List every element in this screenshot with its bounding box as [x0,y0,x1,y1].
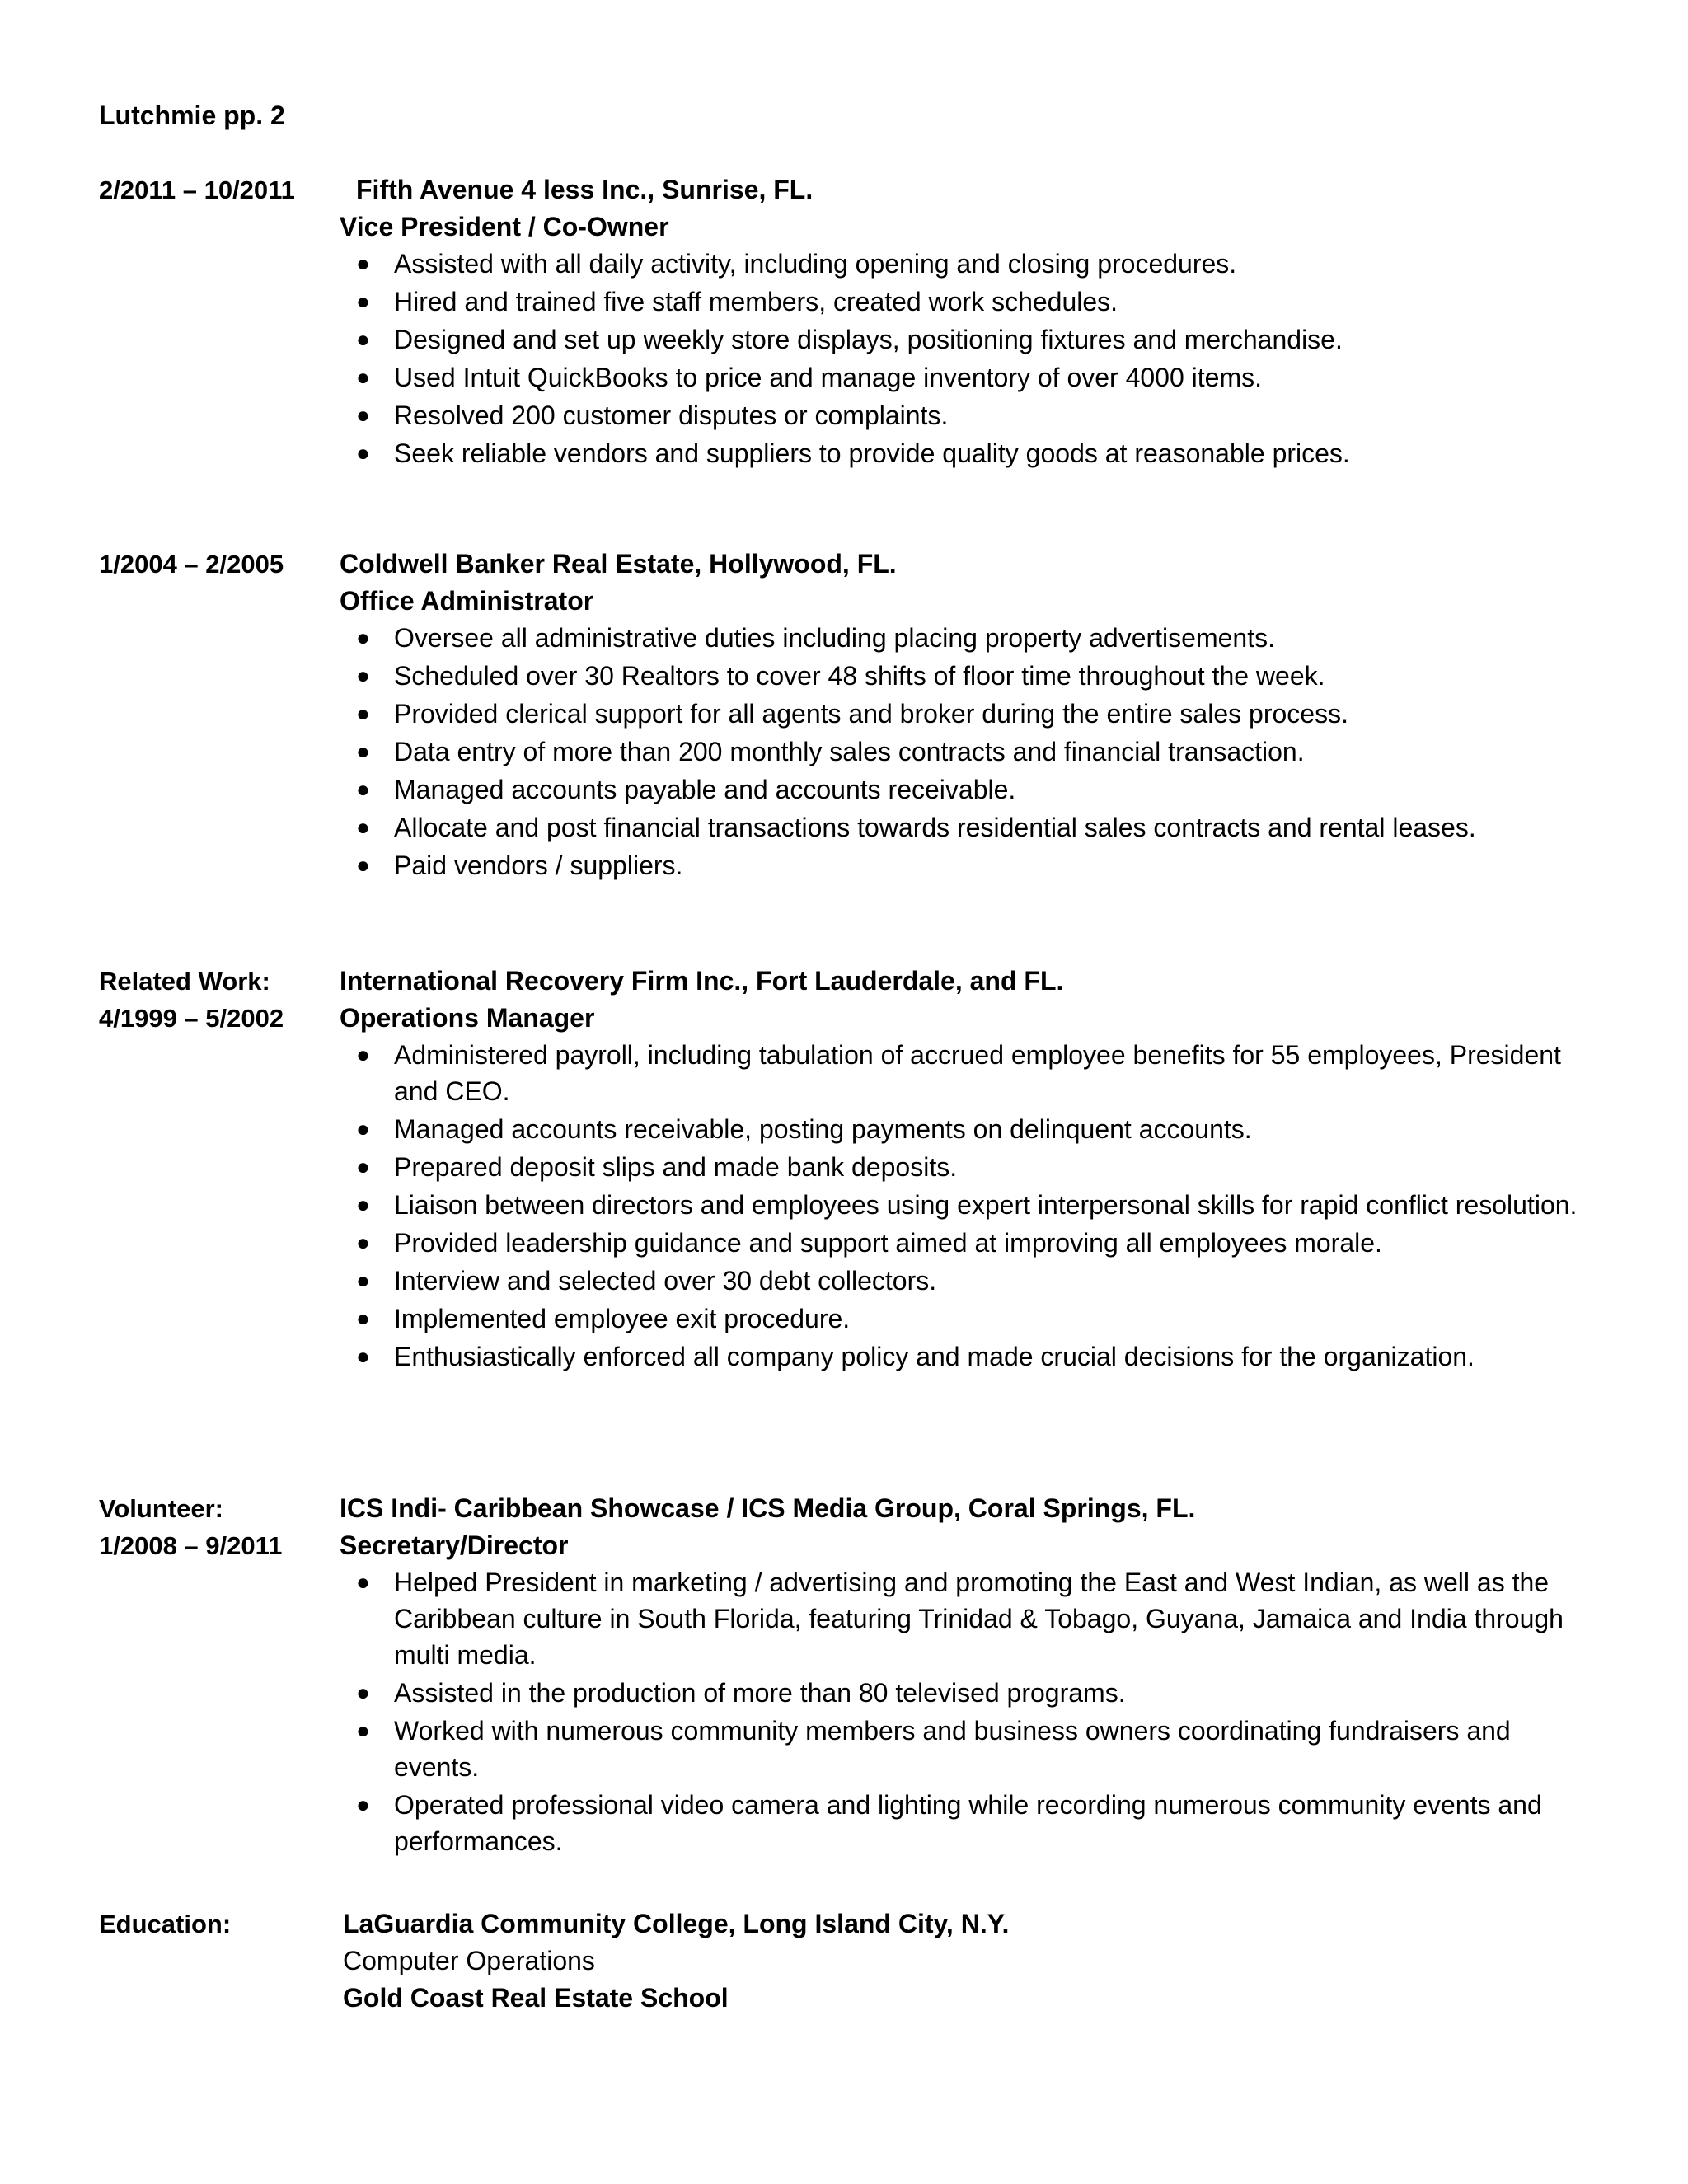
school-name: Gold Coast Real Estate School [343,1983,729,2013]
job-date-range [99,171,338,209]
list-item: ● Interview and selected over 30 debt collectors. [356,1266,937,1296]
list-item: ● Provided leadership guidance and support aimed at improving all employees morale. [356,1228,1382,1258]
label-line: 1/2008 – 9/2011 [99,1531,283,1560]
job-details-body [340,209,1592,473]
page-header: Lutchmie pp. 2 [99,101,285,130]
job-role: Vice President / Co-Owner [340,212,669,241]
employer-name: Coldwell Banker Real Estate, Hollywood, FL. [340,549,897,579]
job-role: Secretary/Director [340,1530,569,1560]
list-item: ● Managed accounts receivable, posting payments on delinquent accounts. [356,1114,1252,1144]
list-item: ● Liaison between directors and employees using expert interpersonal skills for rapid conflict resolution. [356,1190,1578,1220]
list-item: ● Prepared deposit slips and made bank deposits. [356,1152,958,1182]
employer-name: Fifth Avenue 4 less Inc., Sunrise, FL. [356,175,814,204]
job-role: Office Administrator [340,586,594,616]
list-item: ● Administered payroll, including tabulation of accrued employee benefits for 55 employees, President and CEO. [356,1040,1561,1106]
list-item: ● Operated professional video camera and lighting while recording numerous community events and performances. [356,1790,1542,1856]
label-line: Related Work: [99,967,270,996]
job-role: Operations Manager [340,1003,595,1033]
list-item: ● Helped President in marketing / advertising and promoting the East and West Indian, as well as the Caribbean culture in South Florida, featuring Trinidad & Tobago, Guyana, Jamaica and India through multi media. [356,1568,1564,1670]
job-date-range [99,1490,338,1564]
list-item: ● Oversee all administrative duties including placing property advertisements. [356,623,1275,653]
label-line: 4/1999 – 5/2002 [99,1004,284,1033]
job-details [356,171,1609,209]
list-item: ● Worked with numerous community members and business owners coordinating fundraisers and events. [356,1716,1511,1782]
job-details [340,1490,1592,1861]
list-item: ● Implemented employee exit procedure. [356,1304,851,1333]
label-line: 2/2011 – 10/2011 [99,176,295,204]
list-item: ● Assisted with all daily activity, including opening and closing procedures. [356,249,1237,279]
list-item: ● Allocate and post financial transactions towards residential sales contracts and rental leases. [356,813,1476,842]
list-item: ● Hired and trained five staff members, created work schedules. [356,287,1118,316]
list-item: ● Paid vendors / suppliers. [356,851,683,880]
education-label: Education: [99,1910,232,1938]
list-item: ● Data entry of more than 200 monthly sales contracts and financial transaction. [356,737,1305,766]
list-item: ● Assisted in the production of more than 80 televised programs. [356,1678,1126,1708]
employer-name: ICS Indi- Caribbean Showcase / ICS Media Group, Coral Springs, FL. [340,1493,1196,1523]
list-item: ● Seek reliable vendors and suppliers to provide quality goods at reasonable prices. [356,438,1350,468]
job-date-range [99,546,338,583]
list-item: ● Resolved 200 customer disputes or complaints. [356,401,949,430]
school-name: LaGuardia Community College, Long Island City, N.Y. [343,1909,1010,1938]
job-details [340,546,1592,885]
label-line: 1/2004 – 2/2005 [99,550,284,579]
list-item: ● Enthusiastically enforced all company policy and made crucial decisions for the organization. [356,1342,1475,1371]
list-item: ● Scheduled over 30 Realtors to cover 48 shifts of floor time throughout the week. [356,661,1325,691]
job-details [340,963,1592,1376]
job-date-range [99,963,338,1037]
bullet-list [340,246,1592,471]
program-name: Computer Operations [343,1946,595,1975]
list-item: ● Designed and set up weekly store displays, positioning fixtures and merchandise. [356,325,1343,354]
label-line: Volunteer: [99,1494,223,1523]
list-item: ● Managed accounts payable and accounts receivable. [356,775,1016,804]
list-item: ● Provided clerical support for all agents and broker during the entire sales process. [356,699,1348,729]
employer-name: International Recovery Firm Inc., Fort Lauderdale, and FL. [340,966,1064,996]
education-details [343,1905,1596,2017]
bullet-list [340,1037,1592,1375]
bullet-list [340,1564,1592,1859]
bullet-list [340,620,1592,883]
list-item: ● Used Intuit QuickBooks to price and manage inventory of over 4000 items. [356,363,1262,392]
